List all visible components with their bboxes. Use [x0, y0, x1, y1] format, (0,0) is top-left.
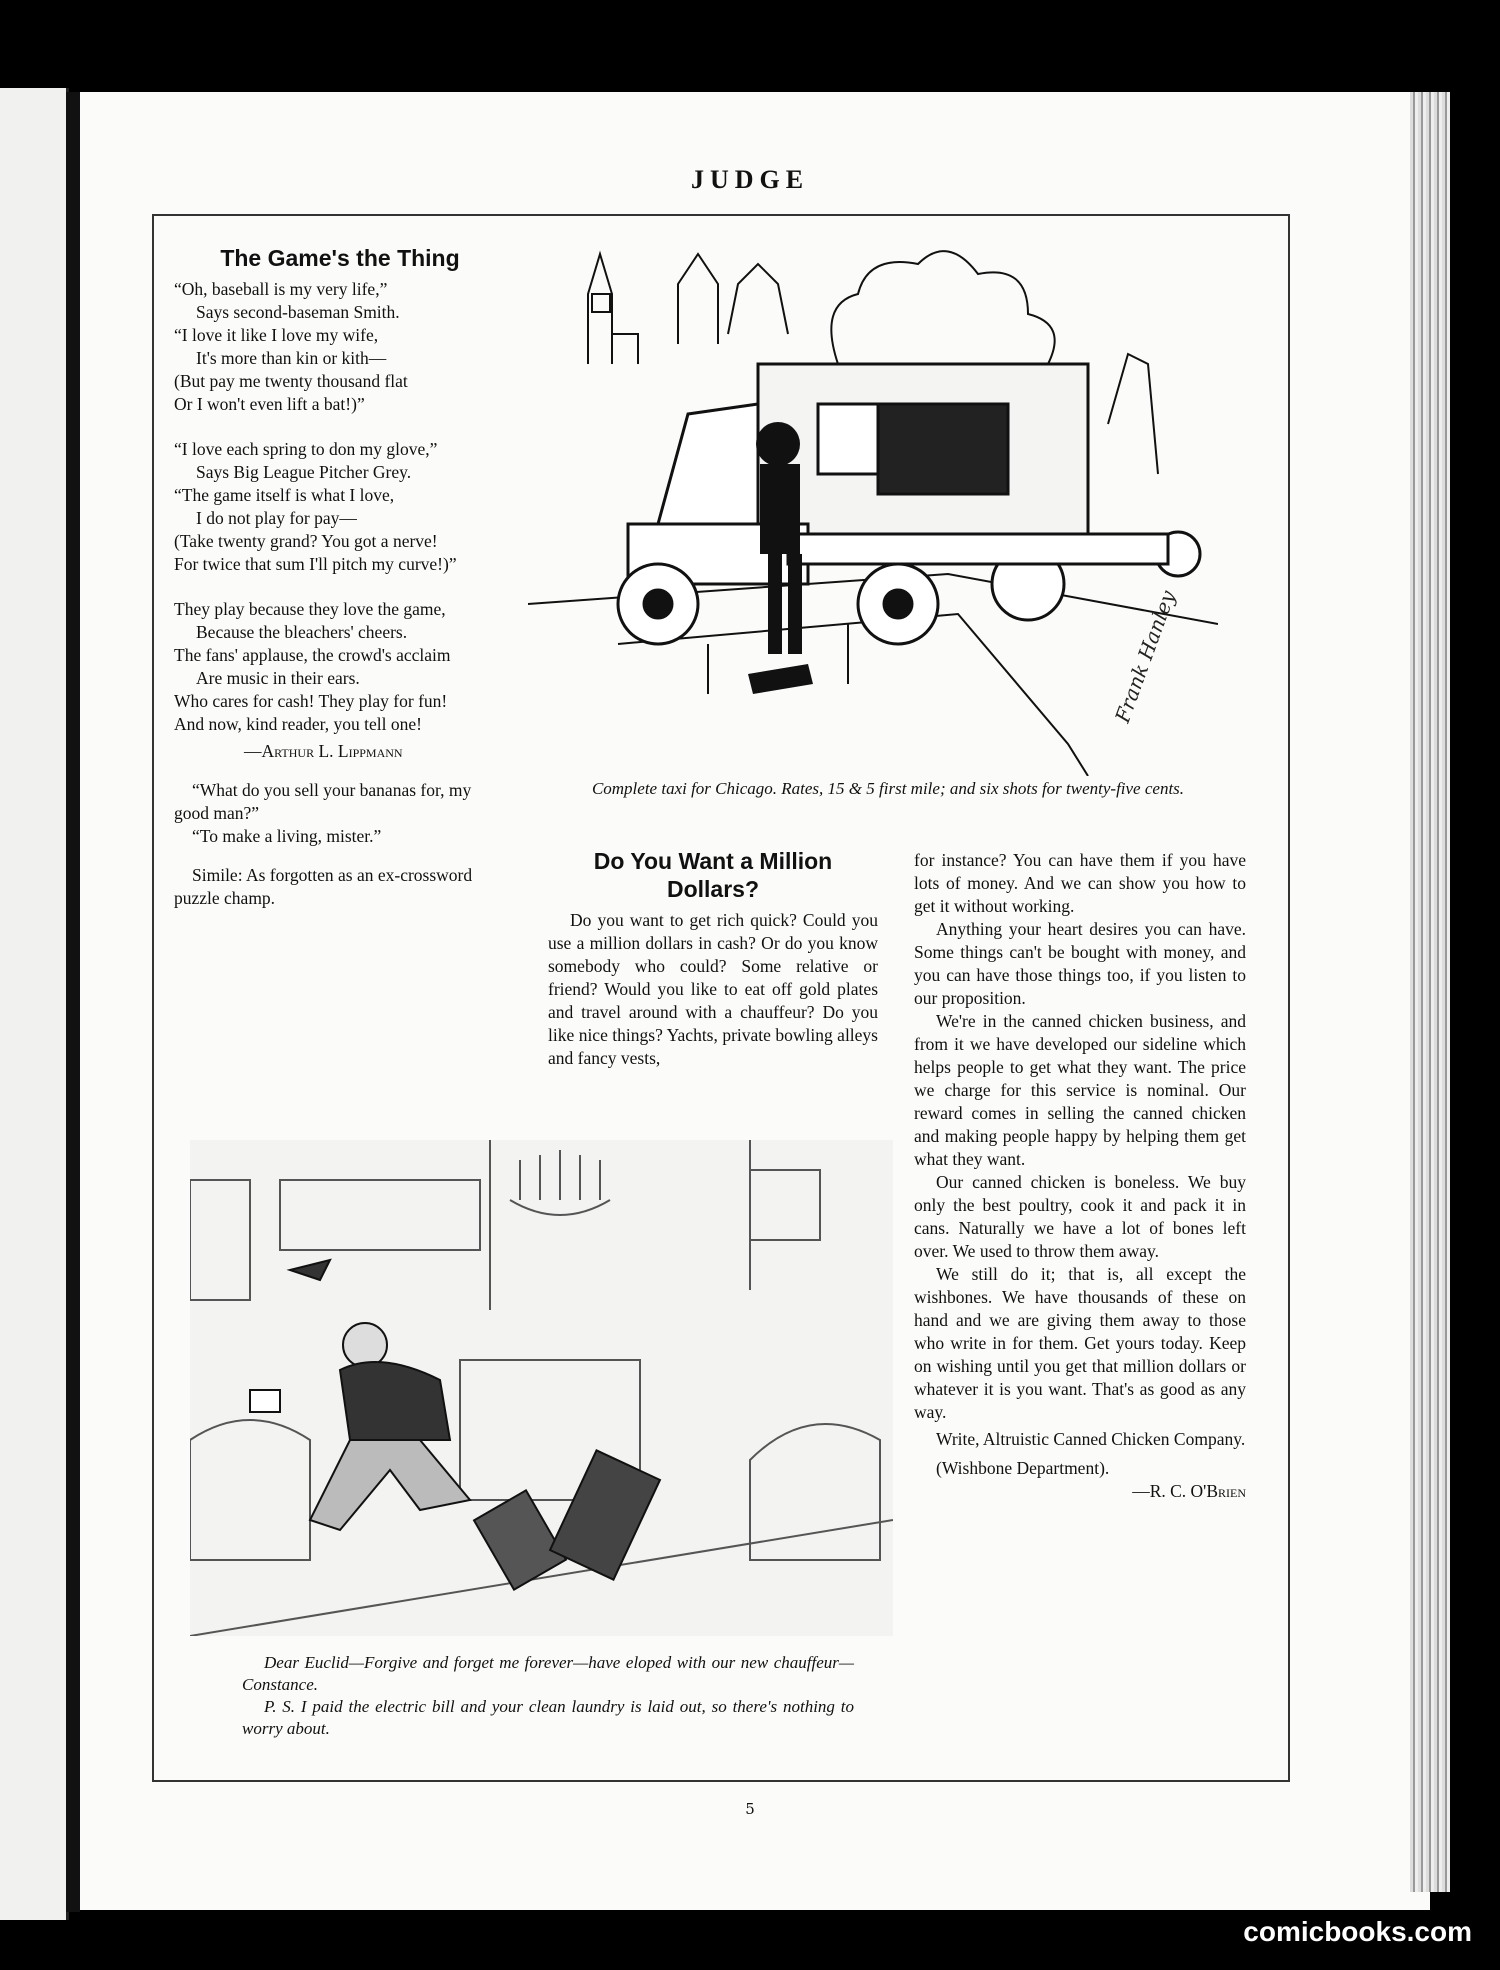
article-column-1 [548, 847, 878, 1070]
joke-line: “What do you sell your bananas for, my good man?” [174, 780, 472, 823]
poem-author: —Arthur L. Lippmann [244, 741, 403, 761]
poem-stanza-2 [174, 438, 506, 576]
taxi-caption: Complete taxi for Chicago. Rates, 15 & 5 first mile; and six shots for twenty-five cents. [591, 779, 1185, 798]
verse-line: “I love each spring to don my glove,” [174, 439, 438, 459]
room-cartoon-drawing [190, 1140, 893, 1636]
poem-stanza-1 [174, 278, 506, 416]
verse-line: And now, kind reader, you tell one! [174, 714, 422, 734]
room-caption-line-2: P. S. I paid the electric bill and your clean laundry is laid out, so there's nothing to worry about. [242, 1697, 854, 1738]
joke-line: “To make a living, mister.” [192, 826, 382, 846]
verse-line: For twice that sum I'll pitch my curve!)” [174, 554, 457, 574]
left-page-edge [0, 88, 69, 1920]
verse-line: Says second-baseman Smith. [196, 302, 400, 322]
verse-line: “The game itself is what I love, [174, 485, 395, 505]
taxi-signature [1110, 587, 1181, 727]
verse-line: “Oh, baseball is my very life,” [174, 279, 388, 299]
article-paragraph: (Wishbone Department). [936, 1458, 1110, 1478]
verse-line: (Take twenty grand? You got a nerve! [174, 531, 438, 551]
simile-text: Simile: As forgotten as an ex-crossword puzzle champ. [174, 865, 473, 908]
article-author: —R. C. O'Brien [1132, 1481, 1246, 1501]
verse-line: I do not play for pay— [196, 508, 357, 528]
article-column-2 [914, 849, 1246, 1503]
article-paragraph: Write, Altruistic Canned Chicken Company. [936, 1429, 1246, 1449]
article-title: Do You Want a Million Dollars? [593, 848, 833, 902]
room-caption [242, 1652, 854, 1740]
poem-stanza-3 [174, 598, 506, 736]
verse-line: “I love it like I love my wife, [174, 325, 379, 345]
taxi-cartoon-drawing [528, 224, 1218, 776]
poem-column [174, 244, 506, 910]
article-paragraph: Our canned chicken is boneless. We buy only the best poultry, cook it and pack it in cans. Naturally we have a lot of bones left over. We used to throw them away. [914, 1172, 1246, 1261]
site-watermark: comicbooks.com [1243, 1916, 1472, 1947]
verse-line: Are music in their ears. [196, 668, 360, 688]
poem-title: The Game's the Thing [220, 245, 460, 271]
verse-line: Because the bleachers' cheers. [196, 622, 408, 642]
verse-line: (But pay me twenty thousand flat [174, 371, 408, 391]
article-paragraph: Do you want to get rich quick? Could you use a million dollars in cash? Or do you know somebody who could? Some relative or friend? Would you like to eat off gold plates and travel around with a chauffeur? Do you like nice things? Yachts, private bowling alleys and fancy vests, [548, 910, 878, 1068]
verse-line: They play because they love the game, [174, 599, 446, 619]
masthead: JUDGE [690, 165, 810, 194]
verse-line: The fans' applause, the crowd's acclaim [174, 645, 451, 665]
verse-line: Or I won't even lift a bat!)” [174, 394, 365, 414]
taxi-cartoon [528, 224, 1218, 776]
verse-line: Says Big League Pitcher Grey. [196, 462, 412, 482]
book-spine [66, 92, 80, 1912]
article-paragraph: We're in the canned chicken business, and from it we have developed our sideline which helps people to get what they want. The price we charge for this service is nominal. Our reward comes in selling the canned chicken and making people happy by helping them get what they want. [914, 1011, 1246, 1169]
verse-line: Who cares for cash! They play for fun! [174, 691, 448, 711]
room-cartoon [190, 1140, 893, 1636]
page-number: 5 [745, 1800, 755, 1818]
article-paragraph: We still do it; that is, all except the wishbones. We have thousands of these on hand and we are giving them away to those who write in for them. Get yours today. Keep on wishing until you get that million dollars or whatever it is you want. That's as good as any way. [914, 1264, 1246, 1422]
article-paragraph: Anything your heart desires you can have. Some things can't be bought with money, and you can have those things too, if you listen to our proposition. [914, 919, 1246, 1008]
verse-line: It's more than kin or kith— [196, 348, 387, 368]
article-paragraph: for instance? You can have them if you have lots of money. And we can show you how to get it without working. [914, 850, 1246, 916]
room-caption-line-1: Dear Euclid—Forgive and forget me forever—have eloped with our new chauffeur—Constance. [242, 1653, 854, 1694]
svg-text:Frank Hanley: Frank Hanley [1110, 587, 1181, 726]
page-stack-edge [1410, 92, 1450, 1892]
